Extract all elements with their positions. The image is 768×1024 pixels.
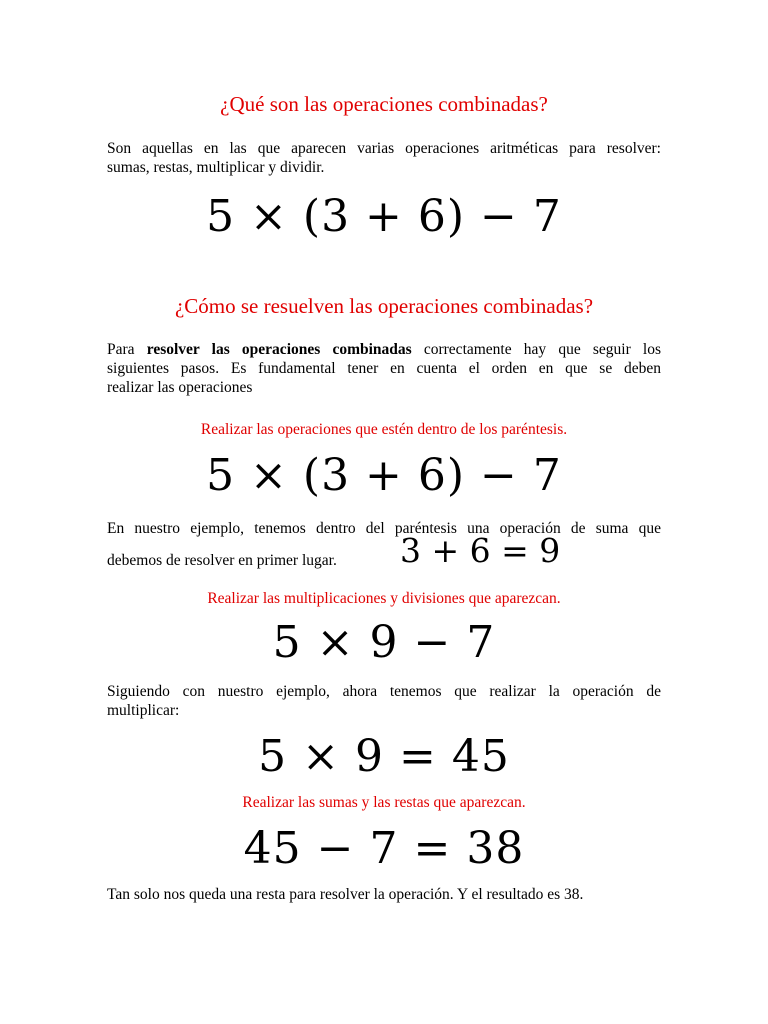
- heading-how-to-solve: ¿Cómo se resuelven las operaciones combinadas?: [174, 294, 594, 318]
- how-line-3: realizar las operaciones: [107, 379, 253, 396]
- intro-line-2: sumas, restas, multiplicar y dividir.: [107, 159, 325, 176]
- intro-line-1: Son aquellas en las que aparecen varias operaciones aritméticas para resolver:: [107, 140, 661, 157]
- step2-line-1: Siguiendo con nuestro ejemplo, ahora tenemos que realizar la operación de: [107, 683, 661, 700]
- step1-inline-expression: 3 + 6 = 9: [400, 531, 561, 570]
- how-line-2: siguientes pasos. Es fundamental tener en cuenta el orden en que se deben: [107, 360, 661, 377]
- example-expression: 5 × (3 + 6) − 7: [206, 191, 562, 242]
- step1-expression: 5 × (3 + 6) − 7: [206, 450, 562, 501]
- heading-what-are: ¿Qué son las operaciones combinadas?: [220, 92, 548, 116]
- how-line-1: [107, 340, 661, 359]
- intro-paragraph: [107, 139, 661, 177]
- how-prefix: Para: [107, 341, 147, 358]
- step3-title: Realizar las sumas y las restas que aparezcan.: [242, 794, 526, 811]
- step2-result-expression: 5 × 9 = 45: [258, 731, 510, 782]
- how-paragraph: [107, 340, 661, 397]
- step1-paragraph-2: [107, 551, 407, 570]
- step2-line-2: multiplicar:: [107, 702, 180, 719]
- conclusion-line: Tan solo nos queda una resta para resolver la operación. Y el resultado es 38.: [107, 886, 584, 903]
- step2-expression: 5 × 9 − 7: [272, 617, 496, 668]
- conclusion-paragraph: [107, 885, 661, 904]
- step1-paragraph: [107, 519, 661, 538]
- step1-title: Realizar las operaciones que estén dentro de los paréntesis.: [200, 421, 568, 438]
- step2-paragraph: [107, 682, 661, 720]
- how-line-1-rest: correctamente hay que seguir los: [411, 341, 662, 358]
- step1-line-2: debemos de resolver en primer lugar.: [107, 552, 337, 569]
- step3-expression: 45 − 7 = 38: [243, 823, 525, 874]
- step2-title: Realizar las multiplicaciones y divisiones que aparezcan.: [207, 590, 561, 607]
- step1-line-1: En nuestro ejemplo, tenemos dentro del paréntesis una operación de suma que: [107, 520, 661, 537]
- how-bold-phrase: resolver las operaciones combinadas: [146, 341, 412, 358]
